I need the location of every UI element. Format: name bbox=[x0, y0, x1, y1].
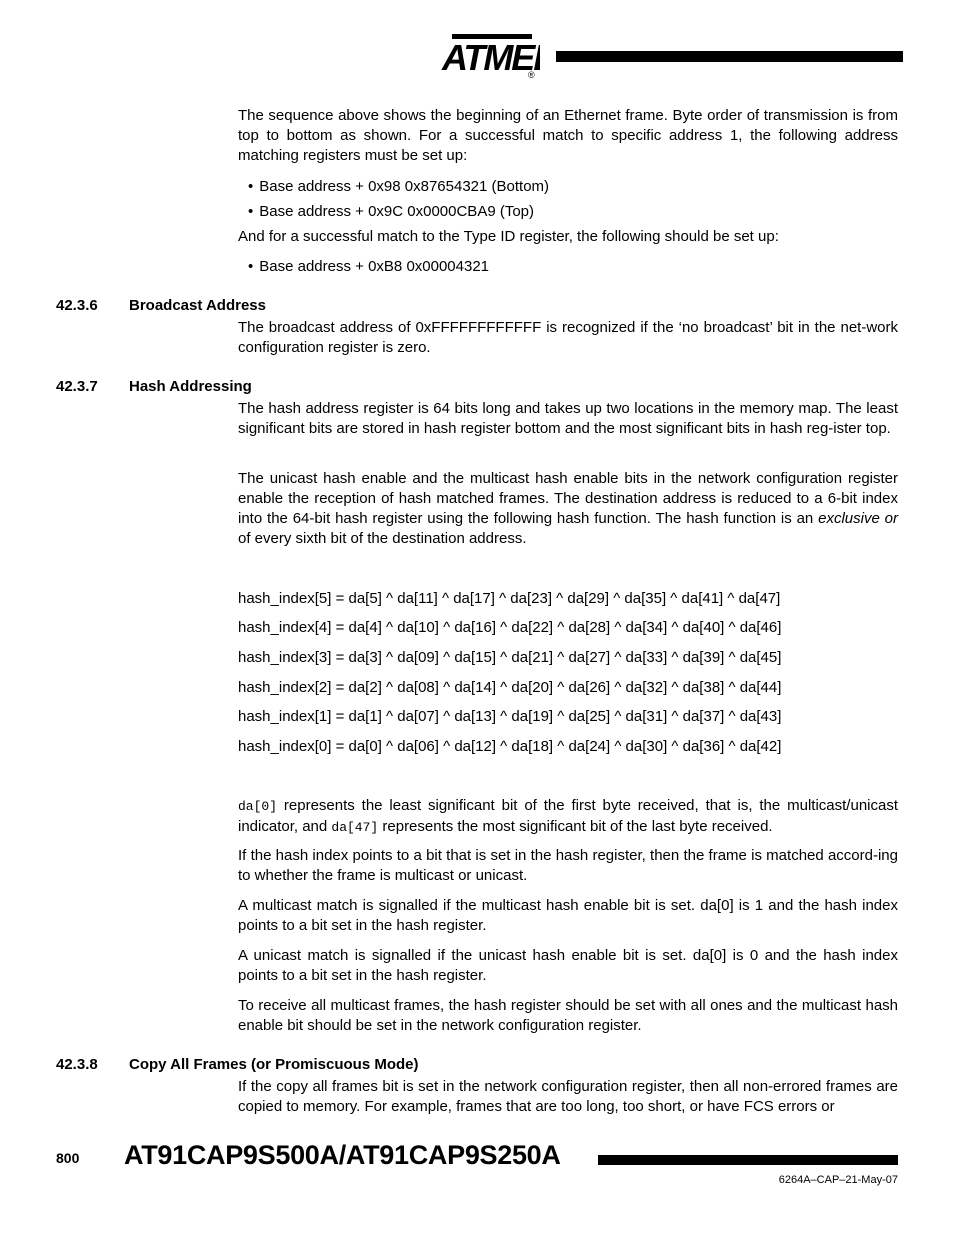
svg-text:®: ® bbox=[528, 70, 535, 80]
hash-equation: hash_index[1] = da[1] ^ da[07] ^ da[13] ^ da[19] ^ da[25] ^ da[31] ^ da[37] ^ da[43] bbox=[238, 708, 782, 725]
section-number: 42.3.6 bbox=[56, 297, 98, 314]
hash-paragraph-5: A multicast match is signalled if the multicast hash enable bit is set. da[0] is 1 and the hash index points to a bit set in the hash register. bbox=[238, 897, 898, 934]
hash-paragraph-6: A unicast match is signalled if the unicast hash enable bit is set. da[0] is 0 and the hash index points to a bit set in the hash register. bbox=[238, 947, 898, 984]
document-reference: 6264A–CAP–21-May-07 bbox=[778, 1174, 898, 1186]
type-id-paragraph: And for a successful match to the Type ID register, the following should be set up: bbox=[238, 228, 779, 245]
page-number: 800 bbox=[56, 1150, 80, 1166]
atmel-logo-graphic bbox=[440, 32, 540, 80]
copy-all-paragraph: If the copy all frames bit is set in the network configuration register, then all non-errored frames are copied to memory. For example, frames that are too long, too short, or have FCS errors or bbox=[238, 1078, 898, 1115]
hash-paragraph-1: The hash address register is 64 bits long and takes up two locations in the memory map. The least significant bits are stored in hash register bottom and the most significant bits in hash reg-ister top. bbox=[238, 400, 898, 437]
section-number: 42.3.7 bbox=[56, 378, 98, 395]
hash-equation: hash_index[0] = da[0] ^ da[06] ^ da[12] ^ da[18] ^ da[24] ^ da[30] ^ da[36] ^ da[42] bbox=[238, 738, 782, 755]
section-heading-copy-all: Copy All Frames (or Promiscuous Mode) bbox=[129, 1056, 419, 1073]
broadcast-paragraph: The broadcast address of 0xFFFFFFFFFFFF is recognized if the ‘no broadcast’ bit in the net-work configuration register is zero. bbox=[238, 319, 898, 356]
section-number: 42.3.8 bbox=[56, 1056, 98, 1073]
hash-paragraph-7: To receive all multicast frames, the hash register should be set with all ones and the multicast hash enable bit should be set in the network configuration register. bbox=[238, 997, 898, 1034]
intro-paragraph: The sequence above shows the beginning of an Ethernet frame. Byte order of transmission is from top to bottom as shown. For a successful match to specific address 1, the following address matching registers must be set up: bbox=[238, 107, 898, 164]
hash-paragraph-3: da[0] represents the least significant bit of the first byte received, that is, the multicast/unicast indicator, and da[47] represents the most significant bit of the last byte received. bbox=[238, 797, 898, 835]
list-item: • Base address + 0xB8 0x00004321 bbox=[248, 258, 490, 275]
atmel-logo bbox=[440, 32, 540, 80]
hash-paragraph-2: The unicast hash enable and the multicast hash enable bits in the network configuration register enable the reception of hash matched frames. The destination address is reduced to a 6-bit index into the 64-bit hash register using the following hash function. The hash function is an exclusive or of every sixth bit of the destination address. bbox=[238, 470, 898, 547]
footer-rule bbox=[598, 1155, 898, 1165]
document-title: AT91CAP9S500A/AT91CAP9S250A bbox=[124, 1140, 561, 1170]
header-rule bbox=[556, 51, 903, 62]
section-heading-hash: Hash Addressing bbox=[129, 378, 252, 395]
section-heading-broadcast: Broadcast Address bbox=[129, 297, 266, 314]
list-item: • Base address + 0x9C 0x0000CBA9 (Top) bbox=[248, 203, 535, 220]
hash-equation: hash_index[3] = da[3] ^ da[09] ^ da[15] ^ da[21] ^ da[27] ^ da[33] ^ da[39] ^ da[45] bbox=[238, 649, 782, 666]
hash-equation: hash_index[2] = da[2] ^ da[08] ^ da[14] ^ da[20] ^ da[26] ^ da[32] ^ da[38] ^ da[44] bbox=[238, 679, 782, 696]
hash-equation: hash_index[4] = da[4] ^ da[10] ^ da[16] ^ da[22] ^ da[28] ^ da[34] ^ da[40] ^ da[46] bbox=[238, 619, 782, 636]
svg-text:ATMEL: ATME bbox=[442, 37, 534, 78]
hash-equation: hash_index[5] = da[5] ^ da[11] ^ da[17] ^ da[23] ^ da[29] ^ da[35] ^ da[41] ^ da[47] bbox=[238, 590, 781, 607]
hash-paragraph-4: If the hash index points to a bit that is set in the hash register, then the frame is matched accord-ing to whether the frame is multicast or unicast. bbox=[238, 847, 898, 884]
list-item: • Base address + 0x98 0x87654321 (Bottom) bbox=[248, 178, 550, 195]
